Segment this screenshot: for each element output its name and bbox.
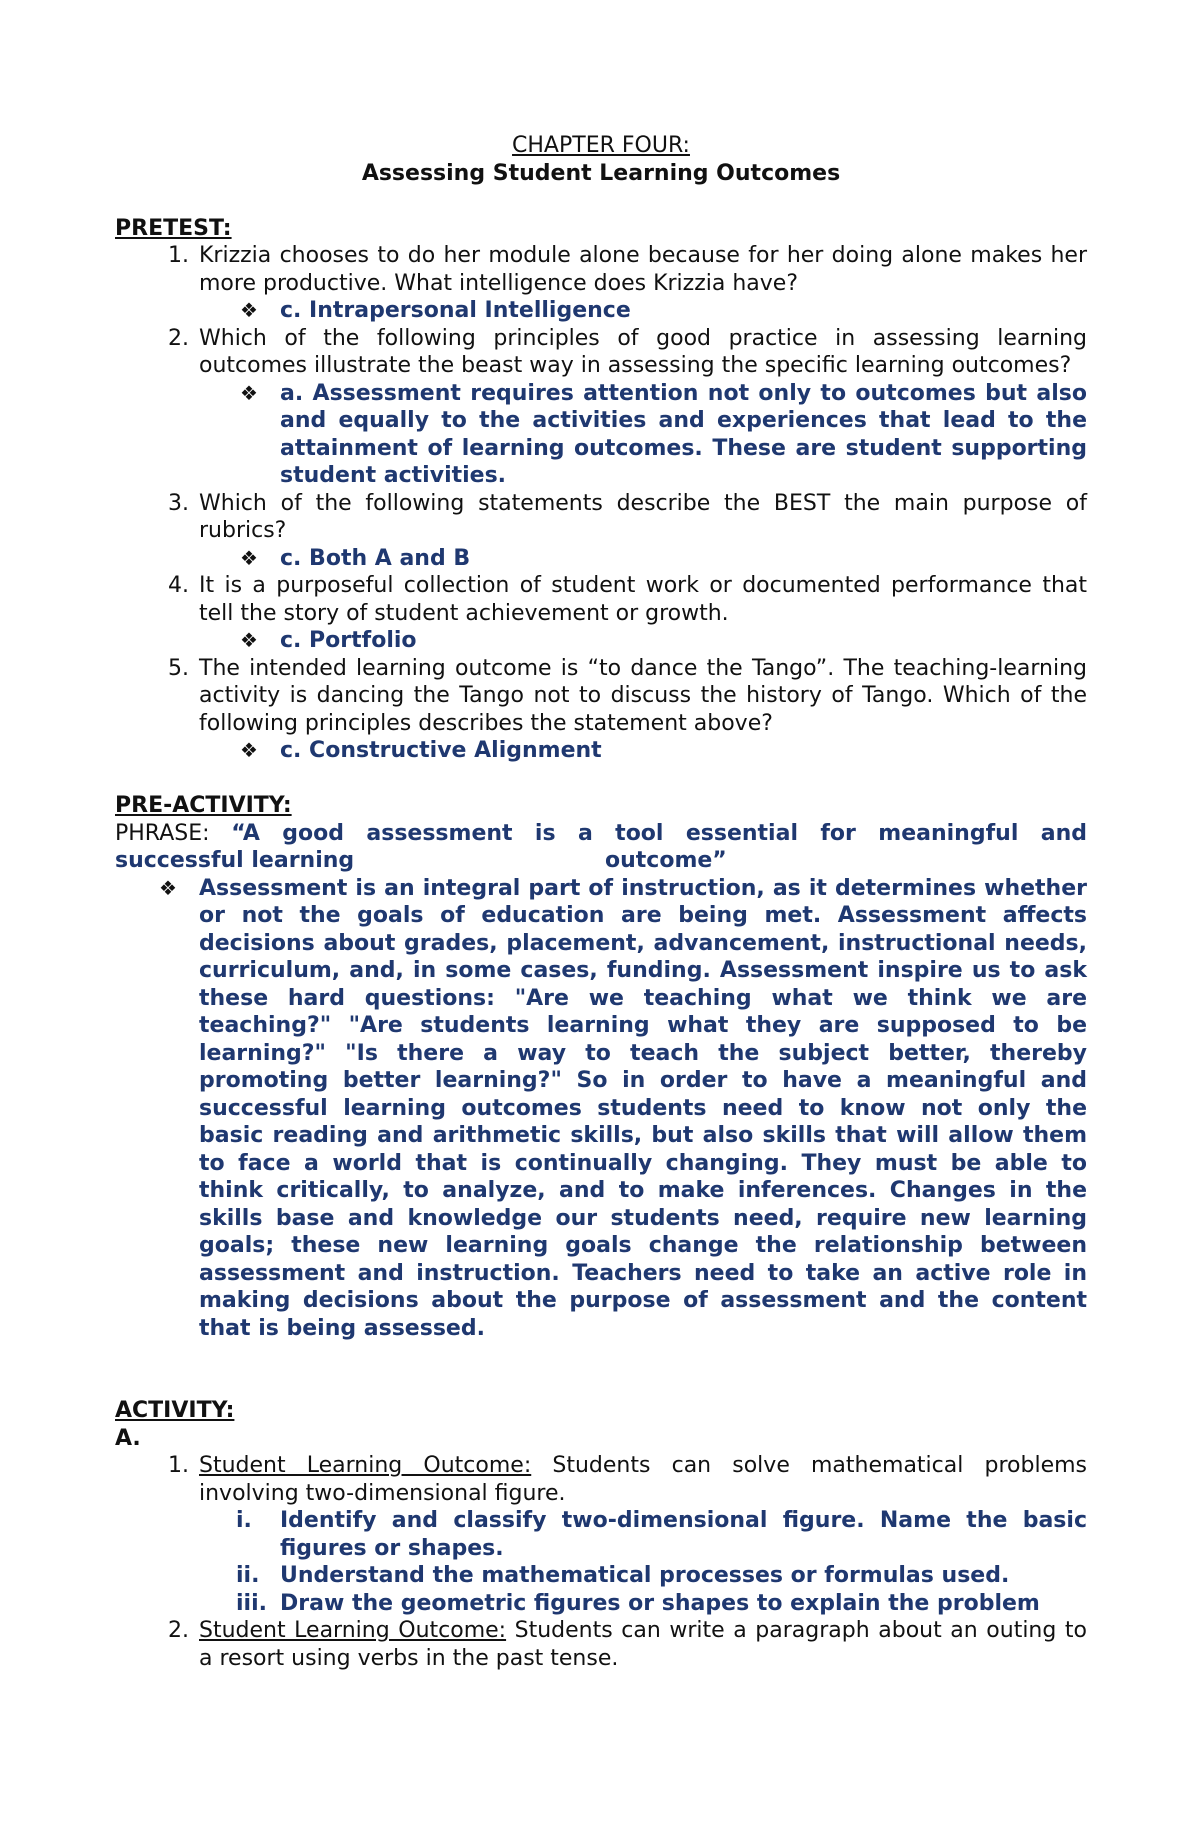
diamond-bullet-icon: ❖ [240, 380, 258, 405]
diamond-bullet-icon: ❖ [240, 545, 258, 570]
document-page [115, 132, 1087, 1672]
answer-bullet [240, 297, 1087, 325]
outcome-text: Students can solve mathematical problems involving two-dimensional figure. [199, 1453, 1087, 1506]
sub-item-text: Understand the mathematical processes or formulas used. [280, 1563, 1010, 1588]
question-text: Which of the following statements describe the BEST the main purpose of rubrics? [199, 490, 1087, 543]
outcome-text: Students can write a paragraph about an outing to a resort using verbs in the past tense. [199, 1618, 1087, 1671]
answer-bullet [240, 380, 1087, 490]
diamond-bullet-icon: ❖ [240, 298, 258, 322]
roman-numeral: i. [236, 1508, 252, 1533]
pretest-item [115, 325, 1087, 380]
outcome-label: Student Learning Outcome: [199, 1618, 507, 1643]
pretest-item [115, 490, 1087, 545]
chapter-subtitle: Assessing Student Learning Outcomes [361, 160, 841, 186]
item-number: 1. [168, 243, 189, 268]
activity-heading: ACTIVITY: [115, 1398, 235, 1423]
question-text: Which of the following principles of good practice in assessing learning outcomes illustrate the beast way in assessing the specific learning outcomes? [199, 325, 1087, 378]
question-text: Krizzia chooses to do her module alone because for her doing alone makes her more productive. What intelligence does Krizzia have? [199, 243, 1087, 296]
activity-item [115, 1452, 1087, 1507]
answer-text: c. Portfolio [280, 628, 417, 653]
sub-item [236, 1507, 1087, 1562]
item-number: 3. [168, 490, 189, 516]
diamond-bullet-icon: ❖ [240, 738, 258, 762]
phrase-text-1: “A good assessment is a tool essential for meaningful and [231, 820, 1087, 846]
activity-item [115, 1617, 1087, 1672]
pretest-item [115, 572, 1087, 627]
phrase-label: PHRASE: [115, 820, 232, 846]
diamond-bullet-icon: ❖ [159, 875, 177, 900]
preactivity-paragraph: Assessment is an integral part of instruction, as it determines whether or not the goals of education are being met. Assessment affects decisions about grades, placement, advancement, instructional needs, curriculum, and, in some cases, funding. Assessment inspire us to ask these hard questions: "Are we teaching what we think we are teaching?" "Are students learning what they are supposed to be learning?" "Is there a way to teach the subject better, thereby promoting better learning?" So in order to have a meaningful and successful learning outcomes students need to know not only the basic reading and arithmetic skills, but also skills that will allow them to face a world that is continually changing. They must be able to think critically, to analyze, and to make inferences. Changes in the skills base and knowledge our students need, require new learning goals; these new learning goals change the relationship between assessment and instruction. Teachers need to take an active role in making decisions about the purpose of assessment and the content that is being assessed. [199, 875, 1087, 1341]
answer-text: c. Intrapersonal Intelligence [280, 298, 631, 323]
sub-item [236, 1562, 1087, 1590]
answer-bullet [240, 737, 1087, 765]
pretest-item [115, 655, 1087, 738]
phrase-line [115, 820, 1087, 848]
item-number: 5. [168, 655, 189, 681]
diamond-bullet-icon: ❖ [240, 628, 258, 652]
item-number: 2. [168, 325, 189, 351]
preactivity-heading: PRE-ACTIVITY: [115, 793, 292, 818]
answer-text: a. Assessment requires attention not only to outcomes but also and equally to the activities and experiences that lead to the attainment of learning outcomes. These are student supporting student activities. [280, 380, 1087, 488]
sub-item-text: Draw the geometric figures or shapes to explain the problem [280, 1590, 1040, 1616]
sub-item [236, 1590, 1087, 1618]
roman-numeral: iii. [236, 1590, 267, 1616]
question-text: It is a purposeful collection of student work or documented performance that tell the story of student achievement or growth. [199, 573, 1087, 626]
item-number: 4. [168, 573, 189, 598]
phrase-text-2b: outcome” [605, 848, 727, 873]
activity-part-label: A. [115, 1425, 141, 1451]
pretest-heading: PRETEST: [115, 215, 232, 241]
preactivity-bullet [159, 875, 1087, 1343]
phrase-text-2a: successful learning [115, 848, 355, 873]
answer-bullet [240, 627, 1087, 655]
answer-text: c. Both A and B [280, 545, 471, 571]
sub-item-text: Identify and classify two-dimensional figure. Name the basic figures or shapes. [280, 1508, 1087, 1561]
pretest-item [115, 242, 1087, 297]
question-text: The intended learning outcome is “to dance the Tango”. The teaching-learning activity is dancing the Tango not to discuss the history of Tango. Which of the following principles describes the statement above? [199, 655, 1087, 736]
outcome-label: Student Learning Outcome: [199, 1453, 532, 1478]
answer-bullet [240, 545, 1087, 573]
item-number: 1. [168, 1453, 189, 1478]
phrase-line-2 [115, 847, 1087, 875]
chapter-title: CHAPTER FOUR: [512, 133, 690, 158]
roman-numeral: ii. [236, 1563, 260, 1588]
answer-text: c. Constructive Alignment [280, 738, 602, 763]
item-number: 2. [168, 1618, 189, 1643]
